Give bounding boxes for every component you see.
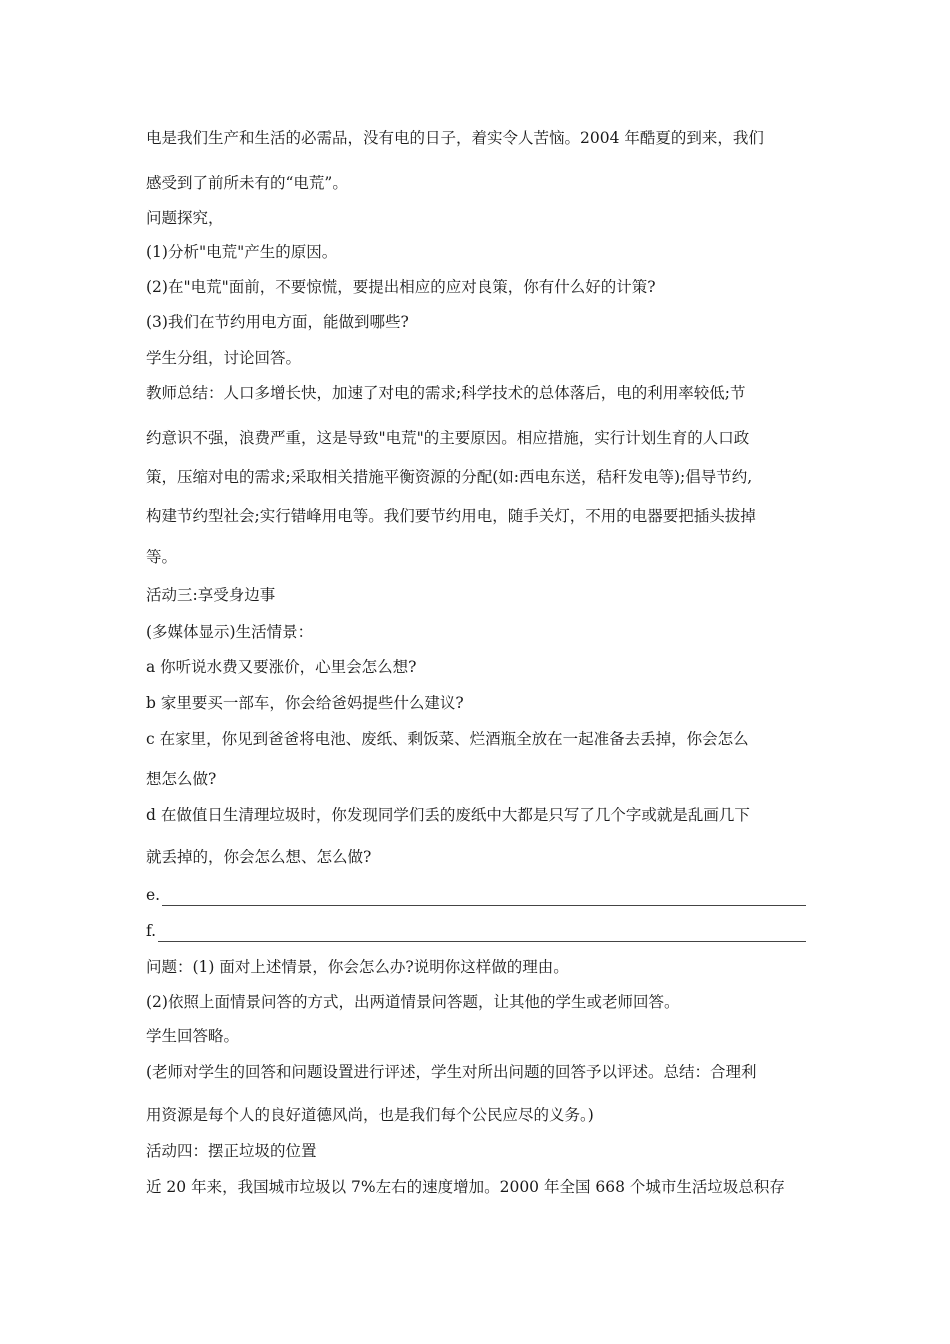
blank-label: e. [146,886,161,904]
underline [162,891,806,906]
text-line: 问题：(1) 面对上述情景，你会怎么办?说明你这样做的理由。 [146,958,569,976]
text-line: 感受到了前所未有的“电荒”。 [146,174,348,192]
text-line: 约意识不强，浪费严重，这是导致"电荒"的主要原因。相应措施，实行计划生育的人口政 [146,429,750,447]
fill-in-line-f [146,920,806,942]
text-line: d 在做值日生清理垃圾时，你发现同学们丢的废纸中大都是只写了几个字或就是乱画几下 [146,806,750,824]
text-line: (老师对学生的回答和问题设置进行评述，学生对所出问题的回答予以评述。总结：合理利 [146,1063,757,1081]
text-line: 电是我们生产和生活的必需品，没有电的日子，着实令人苦恼。2004 年酷夏的到来，我们 [146,129,764,147]
text-line: 策，压缩对电的需求;采取相关措施平衡资源的分配(如:西电东送，秸秆发电等);倡导节约, [146,468,753,486]
text-line: 学生分组，讨论回答。 [146,349,302,367]
text-line: 等。 [146,548,178,566]
text-line: b 家里要买一部车，你会给爸妈提些什么建议? [146,694,464,712]
text-line: (3)我们在节约用电方面，能做到哪些? [146,313,409,331]
blank-label: f. [146,922,157,940]
fill-in-line-e [146,884,806,906]
text-line: (1)分析"电荒"产生的原因。 [146,243,338,261]
text-line: 就丢掉的，你会怎么想、怎么做? [146,848,372,866]
text-line: 教师总结：人口多增长快，加速了对电的需求;科学技术的总体落后，电的利用率较低;节 [146,384,746,402]
text-line: (2)依照上面情景问答的方式，出两道情景问答题，让其他的学生或老师回答。 [146,993,680,1011]
text-line: 问题探究， [146,209,224,227]
text-line: 用资源是每个人的良好道德风尚，也是我们每个公民应尽的义务。) [146,1106,594,1124]
text-line: 学生回答略。 [146,1027,240,1045]
text-line: 构建节约型社会;实行错峰用电等。我们要节约用电，随手关灯，不用的电器要把插头拔掉 [146,507,756,525]
text-line: 想怎么做? [146,770,217,788]
text-line: (2)在"电荒"面前，不要惊慌，要提出相应的应对良策，你有什么好的计策? [146,278,656,296]
text-line: c 在家里，你见到爸爸将电池、废纸、剩饭菜、烂酒瓶全放在一起准备去丢掉，你会怎么 [146,730,749,748]
text-line: a 你听说水费又要涨价，心里会怎么想? [146,658,417,676]
underline [158,927,806,942]
text-line: (多媒体显示)生活情景： [146,623,314,641]
section-heading: 活动四：摆正垃圾的位置 [146,1142,317,1160]
section-heading: 活动三:享受身边事 [146,586,276,604]
text-line: 近 20 年来，我国城市垃圾以 7%左右的速度增加。2000 年全国 668 个城市生活垃圾总积存 [146,1178,785,1196]
